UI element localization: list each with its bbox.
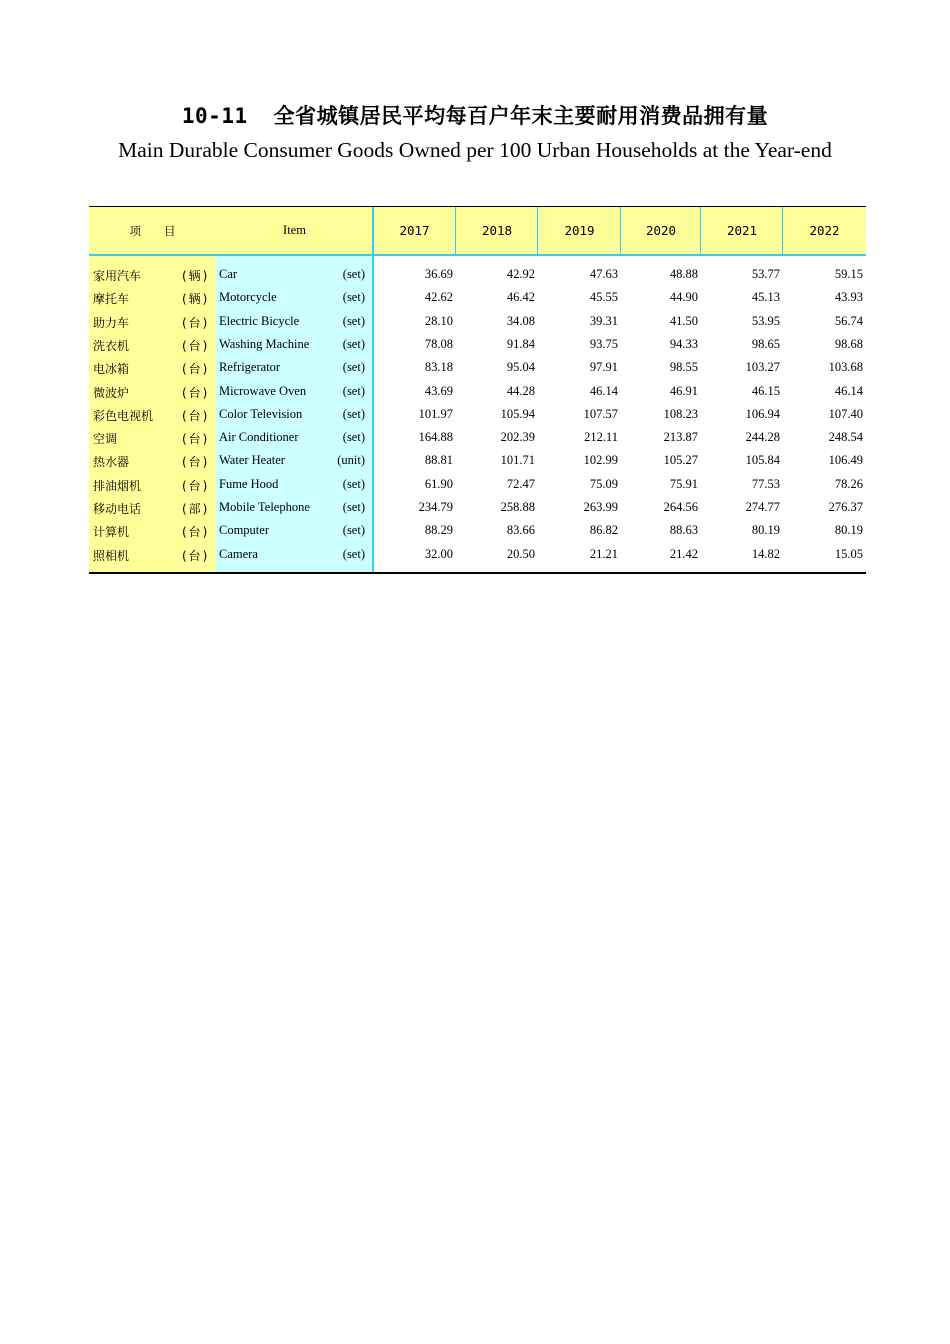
item-name-english: Electric Bicycle	[219, 313, 300, 328]
value-cell-2018: 95.04	[506, 360, 535, 375]
item-unit-english: (set)	[342, 313, 365, 328]
item-unit-english: (set)	[342, 336, 365, 351]
value-cell-2021: 106.94	[745, 406, 780, 421]
item-name-chinese: 家用汽车	[93, 269, 142, 283]
table-row	[89, 403, 866, 426]
table-row	[89, 333, 866, 356]
value-cell-2019: 21.21	[589, 546, 618, 561]
value-cell-2022: 59.15	[834, 267, 863, 281]
value-cell-2017: 88.29	[424, 523, 453, 538]
value-cell-2018: 20.50	[506, 546, 535, 561]
value-cell-2019: 46.14	[589, 383, 618, 398]
item-unit-english: (set)	[342, 290, 365, 305]
table-row	[89, 356, 866, 379]
value-cell-2020: 44.90	[669, 290, 698, 305]
value-cell-2018: 72.47	[506, 476, 535, 491]
value-cell-2018: 46.42	[506, 290, 535, 305]
durable-goods-table	[89, 206, 866, 573]
item-unit-english: (set)	[342, 406, 365, 421]
item-unit-chinese: (台)	[182, 338, 210, 353]
value-cell-2022: 43.93	[834, 290, 863, 305]
value-cell-2020: 21.42	[669, 546, 698, 561]
value-cell-2017: 83.18	[424, 360, 453, 375]
value-cell-2017: 101.97	[418, 406, 453, 421]
item-unit-chinese: (辆)	[182, 269, 210, 283]
item-unit-chinese: (台)	[182, 432, 210, 447]
table-row	[89, 449, 866, 472]
value-cell-2020: 94.33	[669, 336, 698, 351]
item-name-chinese: 排油烟机	[93, 478, 142, 493]
item-unit-chinese: (台)	[182, 478, 210, 493]
item-name-english: Mobile Telephone	[219, 500, 310, 514]
item-unit-english: (set)	[342, 383, 365, 398]
value-cell-2020: 41.50	[669, 313, 698, 328]
item-unit-chinese: (台)	[182, 525, 210, 540]
item-name-english: Computer	[219, 523, 269, 538]
item-unit-english: (set)	[342, 523, 365, 538]
value-cell-2019: 75.09	[589, 476, 618, 491]
value-cell-2019: 47.63	[589, 267, 618, 281]
table-number: 10-11	[181, 104, 248, 128]
value-cell-2021: 53.77	[751, 267, 780, 281]
value-cell-2021: 45.13	[751, 290, 780, 305]
item-unit-chinese: (辆)	[182, 292, 210, 307]
value-cell-2017: 43.69	[424, 383, 453, 398]
value-cell-2017: 42.62	[424, 290, 453, 305]
table-bottom-rule	[89, 572, 866, 574]
item-unit-chinese: (台)	[182, 548, 210, 563]
table-row	[89, 543, 866, 566]
item-name-english: Washing Machine	[219, 336, 310, 351]
page-title-chinese	[0, 100, 950, 130]
item-unit-chinese: (台)	[182, 408, 210, 423]
item-unit-chinese: (台)	[182, 362, 210, 377]
item-name-chinese: 助力车	[93, 315, 130, 330]
value-cell-2019: 93.75	[589, 336, 618, 351]
value-cell-2019: 212.11	[584, 430, 618, 445]
value-cell-2022: 15.05	[834, 546, 863, 561]
header-year-2019: 2019	[564, 223, 595, 238]
value-cell-2019: 39.31	[589, 313, 618, 328]
item-name-english: Motorcycle	[219, 290, 277, 305]
value-cell-2019: 45.55	[589, 290, 618, 305]
value-cell-2017: 32.00	[424, 546, 453, 561]
value-cell-2017: 234.79	[418, 500, 453, 514]
value-cell-2017: 28.10	[424, 313, 453, 328]
table-row	[89, 519, 866, 542]
item-name-chinese: 摩托车	[93, 292, 130, 307]
item-name-chinese: 移动电话	[93, 502, 142, 516]
value-cell-2017: 78.08	[424, 336, 453, 351]
item-name-chinese: 微波炉	[93, 385, 130, 400]
value-cell-2020: 105.27	[663, 453, 698, 468]
item-unit-english: (set)	[342, 430, 365, 445]
value-cell-2021: 103.27	[745, 360, 780, 375]
item-unit-english: (unit)	[337, 453, 365, 468]
item-unit-english: (set)	[342, 360, 365, 375]
value-cell-2021: 244.28	[745, 430, 780, 445]
value-cell-2018: 101.71	[500, 453, 535, 468]
table-row	[89, 286, 866, 309]
item-unit-chinese: (台)	[182, 315, 210, 330]
table-row	[89, 310, 866, 333]
value-cell-2019: 97.91	[589, 360, 618, 375]
item-unit-chinese: (台)	[182, 385, 210, 400]
value-cell-2018: 105.94	[500, 406, 535, 421]
item-unit-chinese: (台)	[182, 455, 210, 470]
value-cell-2021: 98.65	[751, 336, 780, 351]
value-cell-2021: 105.84	[745, 453, 780, 468]
item-name-english: Refrigerator	[219, 360, 281, 375]
item-unit-english: (set)	[342, 267, 365, 281]
item-name-english: Water Heater	[219, 453, 285, 468]
value-cell-2021: 274.77	[745, 500, 780, 514]
value-cell-2020: 46.91	[669, 383, 698, 398]
value-cell-2019: 107.57	[583, 406, 618, 421]
item-name-chinese: 电冰箱	[93, 362, 130, 377]
item-name-chinese: 彩色电视机	[93, 408, 154, 423]
value-cell-2021: 80.19	[751, 523, 780, 538]
item-name-english: Color Television	[219, 406, 303, 421]
value-cell-2022: 78.26	[834, 476, 863, 491]
value-cell-2022: 46.14	[834, 383, 863, 398]
table-row	[89, 380, 866, 403]
item-name-chinese: 照相机	[93, 548, 130, 563]
item-name-chinese: 计算机	[93, 525, 130, 540]
item-name-english: Air Conditioner	[219, 430, 299, 445]
value-cell-2020: 88.63	[669, 523, 698, 538]
item-name-english: Camera	[219, 546, 258, 561]
value-cell-2021: 46.15	[751, 383, 780, 398]
value-cell-2018: 91.84	[506, 336, 535, 351]
value-cell-2022: 276.37	[828, 500, 863, 514]
page-title-english: Main Durable Consumer Goods Owned per 100 Urban Households at the Year-end	[118, 138, 832, 162]
value-cell-2018: 42.92	[506, 267, 535, 281]
header-year-2022: 2022	[809, 223, 840, 238]
value-cell-2022: 56.74	[834, 313, 863, 328]
item-name-chinese: 热水器	[93, 455, 130, 470]
item-name-english: Car	[219, 267, 238, 281]
header-item-english: Item	[283, 223, 306, 237]
value-cell-2020: 48.88	[669, 267, 698, 281]
item-unit-chinese: (部)	[182, 502, 210, 516]
value-cell-2018: 202.39	[500, 430, 535, 445]
header-year-2021: 2021	[726, 223, 758, 238]
value-cell-2019: 263.99	[583, 500, 618, 514]
header-item-chinese: 项 目	[129, 223, 176, 238]
item-unit-english: (set)	[342, 476, 365, 491]
value-cell-2018: 34.08	[506, 313, 535, 328]
value-cell-2018: 44.28	[506, 383, 535, 398]
value-cell-2017: 164.88	[418, 430, 453, 445]
value-cell-2022: 107.40	[828, 406, 863, 421]
header-year-2020: 2020	[645, 223, 677, 238]
value-cell-2022: 80.19	[834, 523, 863, 538]
value-cell-2020: 213.87	[663, 430, 698, 445]
header-year-2018: 2018	[481, 223, 513, 238]
value-cell-2022: 248.54	[828, 430, 863, 445]
item-name-chinese: 空调	[93, 432, 118, 447]
value-cell-2017: 88.81	[424, 453, 453, 468]
value-cell-2019: 102.99	[583, 453, 618, 468]
value-cell-2022: 103.68	[828, 360, 863, 375]
item-unit-english: (set)	[342, 500, 365, 514]
item-name-chinese: 洗衣机	[93, 338, 130, 353]
table-row	[89, 426, 866, 449]
value-cell-2020: 98.55	[669, 360, 698, 375]
value-cell-2020: 264.56	[663, 500, 698, 514]
table-row	[89, 473, 866, 496]
value-cell-2021: 77.53	[751, 476, 780, 491]
value-cell-2022: 106.49	[828, 453, 863, 468]
value-cell-2020: 75.91	[669, 476, 698, 491]
value-cell-2018: 258.88	[500, 500, 535, 514]
value-cell-2020: 108.23	[663, 406, 698, 421]
header-year-2017: 2017	[399, 223, 430, 238]
item-name-english: Microwave Oven	[219, 383, 307, 398]
value-cell-2021: 14.82	[751, 546, 780, 561]
value-cell-2017: 61.90	[424, 476, 453, 491]
item-unit-english: (set)	[342, 546, 365, 561]
title-chinese-text: 全省城镇居民平均每百户年末主要耐用消费品拥有量	[273, 104, 769, 128]
value-cell-2017: 36.69	[424, 267, 453, 281]
value-cell-2018: 83.66	[506, 523, 535, 538]
table-row	[89, 496, 866, 519]
item-name-english: Fume Hood	[219, 476, 279, 491]
value-cell-2022: 98.68	[834, 336, 863, 351]
table-row	[89, 263, 866, 286]
value-cell-2021: 53.95	[751, 313, 780, 328]
value-cell-2019: 86.82	[589, 523, 618, 538]
